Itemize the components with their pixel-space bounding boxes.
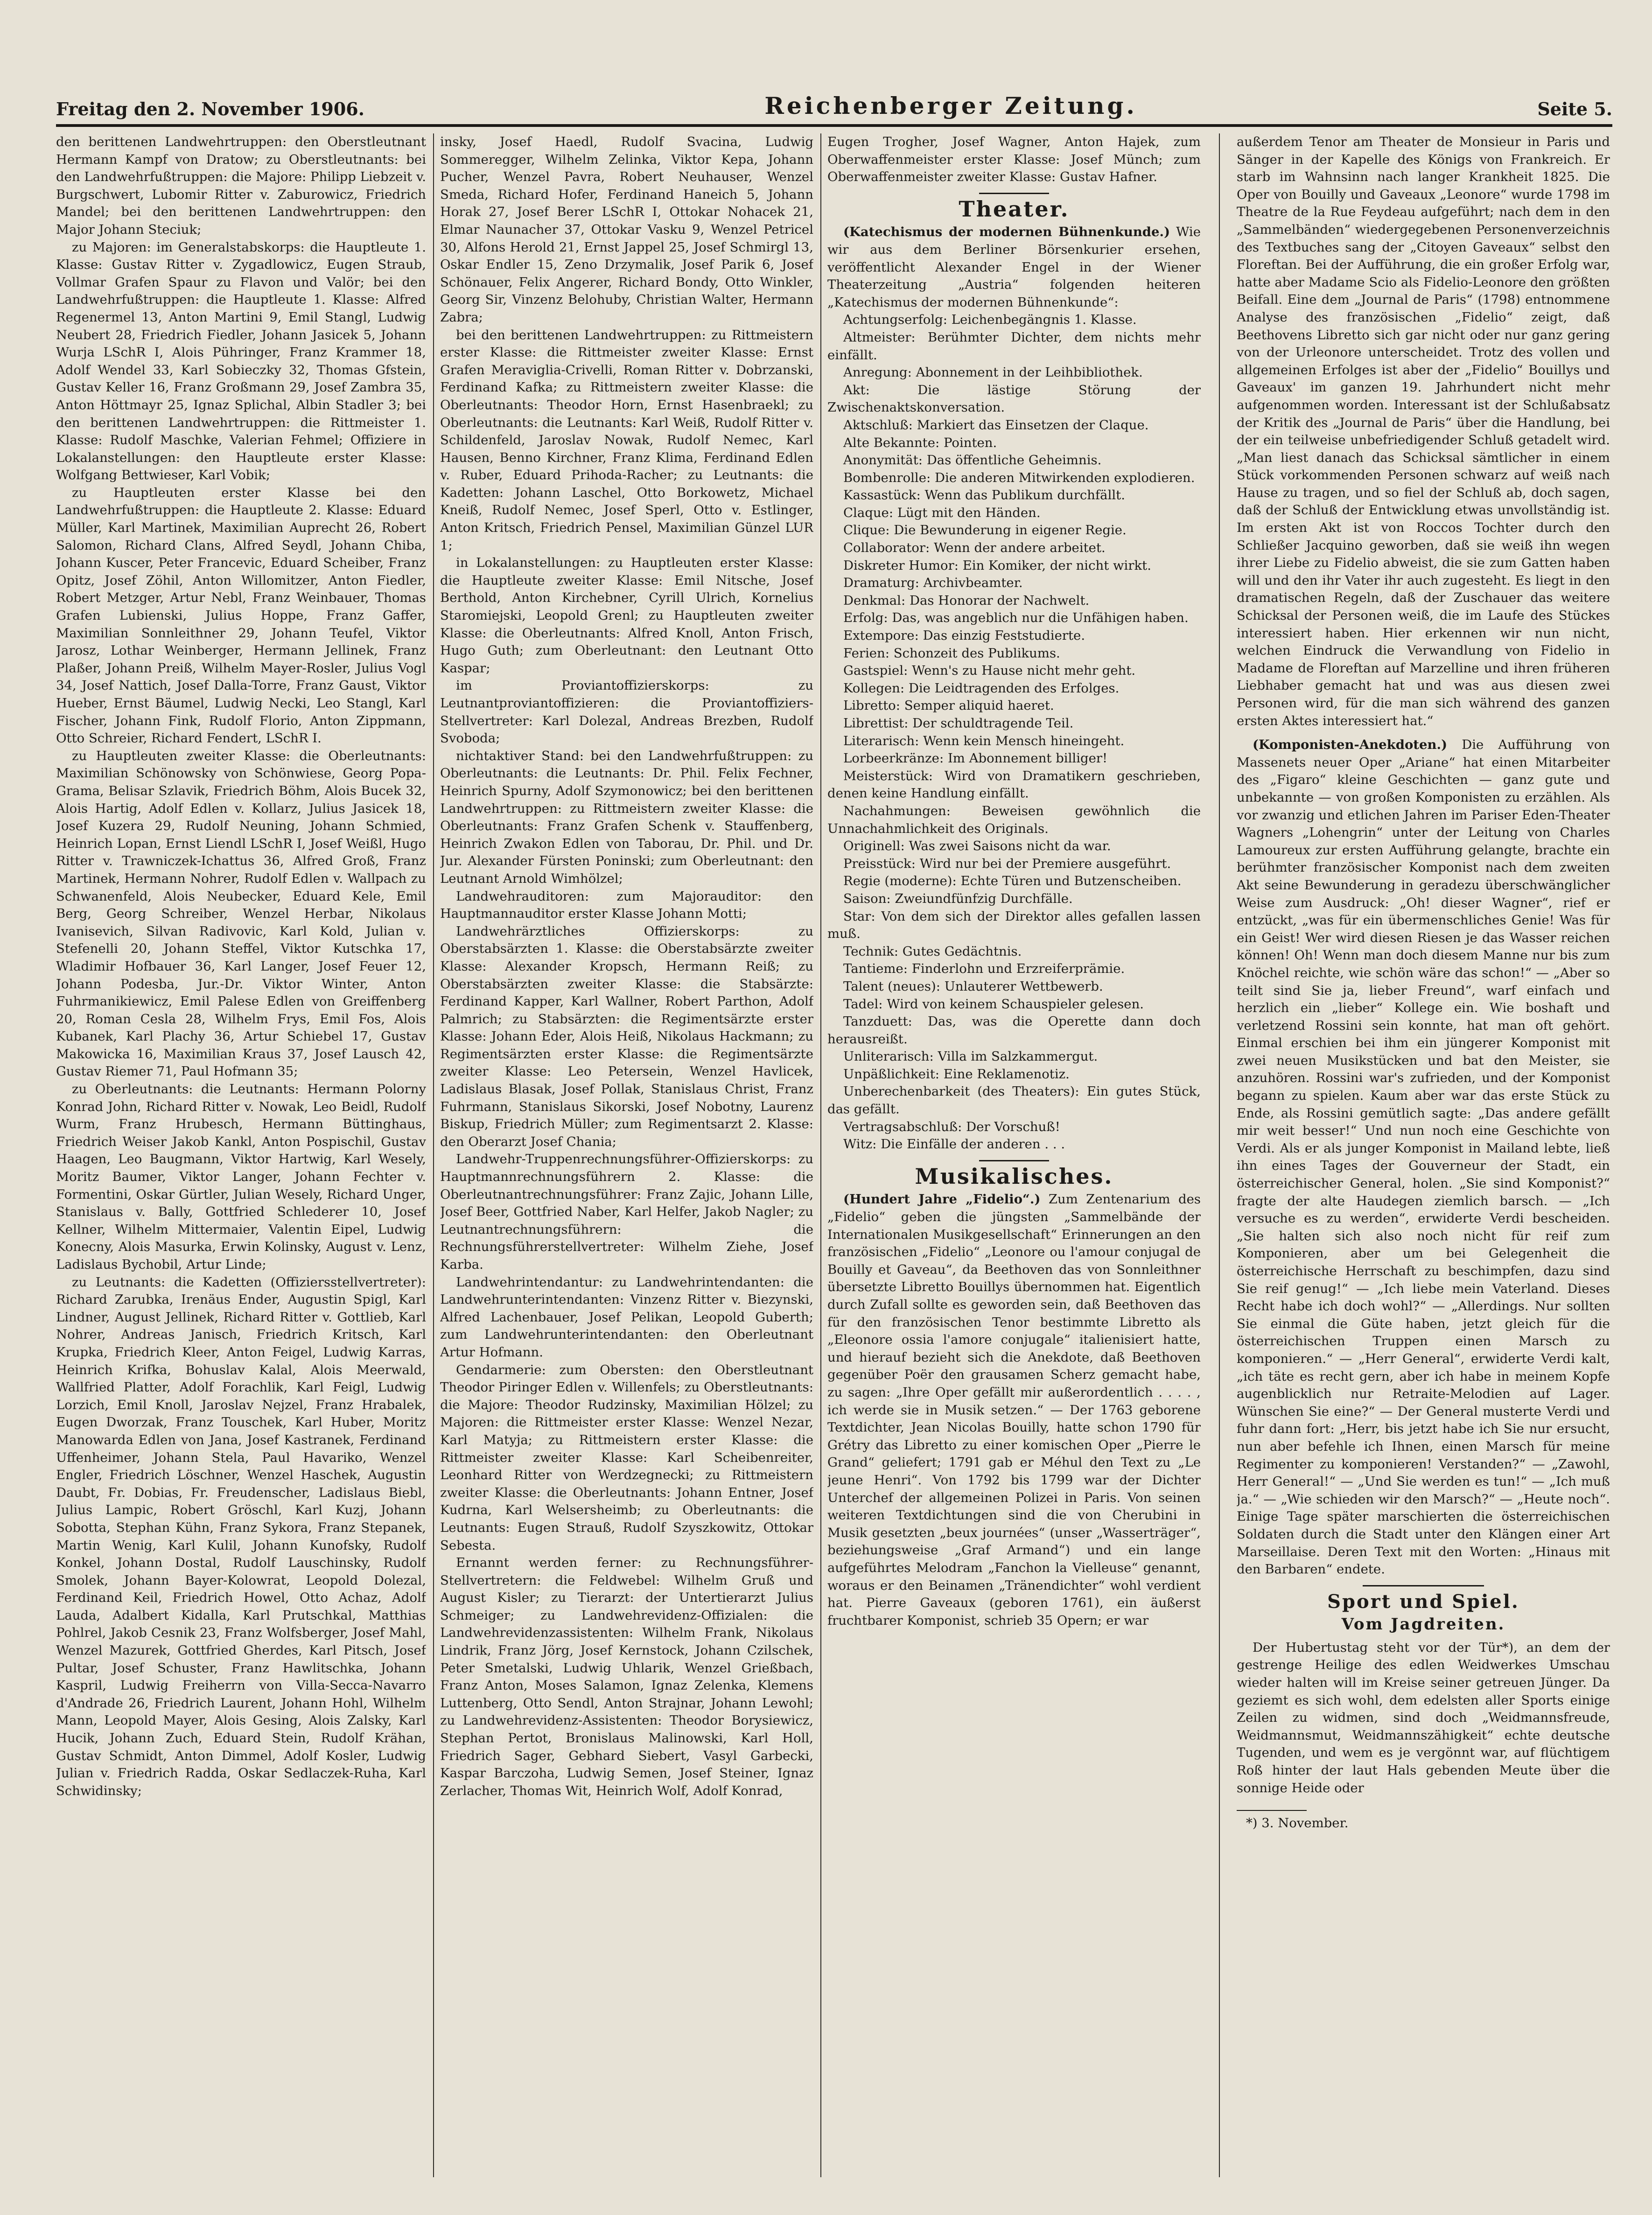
paragraph: bei den berittenen Landwehrtruppen: zu Rittmeistern erster Klasse: die Rittmeister zweiter Klasse: Ernst Grafen Meraviglia-Crivelli, Roman Ritter v. Dobrzanski, Ferdinand Kafka; zu Rittmeistern zweiter Klasse: die Oberleutnants: Theodor Horn, Ernst Hasenbraekl; zu Oberleutnants: die Leutnants: Karl Weiß, Rudolf Ritter v. Schildenfeld, Jaroslav Nowak, Rudolf Nemec, Karl Hausen, Benno Kirchner, Franz Klima, Ferdinand Edlen v. Ruber, Eduard Prihoda-Racher; zu Leutnants: die Kadetten: Johann Laschel, Otto Borkowetz, Michael Kneiß, Rudolf Nemec, Josef Sperl, Otto v. Estlinger, Anton Kritsch, Friedrich Pensel, Maximilian Günzel LUR 1; [440,327,813,553]
paragraph: Eugen Trogher, Josef Wagner, Anton Hajek, zum Oberwaffenmeister erster Klasse: Josef Münch; zum Oberwaffenmeister zweiter Klasse: Gustav Hafner. [827,134,1201,185]
glossary-entry: Achtungserfolg: Leichenbegängnis 1. Klasse. [843,312,1137,328]
header-rule [56,124,1612,127]
paragraph [1237,736,1610,1579]
glossary-entry: Technik: Gutes Gedächtnis. [843,943,1022,959]
paragraph: Der Hubertustag steht vor der Tür*), an dem der gestrenge Heilige des edlen Weidwerkes Umschau wieder halten will im Kreise seiner getreuen Jünger. Da geziemt es sich wohl, dem edelsten aller Sports einige Zeilen zu widmen, sind doch „Weidmannsfreude, Weidmannsmut, Weidmannszähigkeit“ echte deutsche Tugenden, und wem es je vergönnt war, auf flüchtigem Roß hinter der laut Hals gebenden Meute über die sonnige Heide oder [1237,1640,1610,1796]
glossary-entry: Meisterstück: Wird von Dramatikern geschrieben, denen keine Handlung einfällt. [827,768,1201,801]
glossary-entry: Kassastück: Wenn das Publikum durchfällt. [843,488,1125,503]
glossary-entry: Saison: Zweiundfünfzig Durchfälle. [843,891,1073,906]
glossary-entry: Tanzduett: Das, was die Operette dann doch herausreißt. [827,1014,1201,1047]
glossary-entry: Claque: Lügt mit den Händen. [843,505,1041,520]
glossary-entry: Librettist: Der schuldtragende Teil. [843,716,1074,731]
column-divider [1219,133,1220,2177]
glossary-entry: Collaborator: Wenn der andere arbeitet. [843,540,1106,556]
section-heading-sport: Sport und Spiel. [1327,1590,1519,1613]
section-heading-music: Musikalisches. [915,1163,1113,1189]
paragraph: in Lokalanstellungen: zu Hauptleuten erster Klasse: die Hauptleute zweiter Klasse: Emil Nitsche, Josef Berthold, Anton Kirchebner, Cyrill Ulrich, Kornelius Staromiejski, Leopold Grenl; zu Hauptleuten zweiter Klasse: die Oberleutnants: Alfred Knoll, Anton Frisch, Hugo Guth; zum Oberleutnant: den Leutnant Otto Kaspar; [440,555,813,676]
footnote-rule [1237,1810,1307,1811]
glossary-entry: Tantieme: Finderlohn und Erzreiferprämie. [843,961,1125,977]
glossary-entry: Dramaturg: Archivbeamter. [843,575,1023,591]
glossary-entry: Unpäßlichkeit: Eine Reklamenotiz. [843,1066,1070,1082]
footnote: *) 3. November. [1246,1816,1349,1831]
glossary-entry: Alte Bekannte: Pointen. [843,435,997,450]
glossary-list [827,311,1201,1153]
glossary-entry: Akt: Die lästige Störung der Zwischenaktskonversation. [827,382,1201,415]
header-date: Freitag den 2. November 1906. [56,98,364,119]
section-rule [1363,1585,1484,1586]
glossary-entry: Vertragsabschluß: Der Vorschuß! [843,1119,1060,1134]
article-text: Die Aufführung von Massenets neuer Oper „Ariane“ hat einen Mitarbeiter des „Figaro“ kleine Geschichten — ganz gute und unbekannte — von großen Komponisten zu erzählen. Als vor zwanzig und etlichen Jahren im Pariser Eden-Theater Wagners „Lohengrin“ unter der Leitung von Charles Lamoureux zur ersten Aufführung gelangte, brachte ein berühmter französischer Komponist nach dem zweiten Akt seine Bewunderung in geradezu überschwänglicher Weise zum Ausdruck: „Oh! dieser Wagner“, rief er entzückt, „was für ein übermenschliches Genie! Was für ein Geist! Wer wird diesen Riesen je das Wasser reichen können! Oh! Wenn man doch diesem Manne nur bis zum Knöchel reichte, wie schön wäre das schon!“ — „Aber so teilt sind Sie ja, lieber Freund“, warf einfach und herzlich ein „lieber“ Kollege ein. Wie boshaft und verletzend Rossini sein konnte, hat man oft gehört. Einmal erschien bei ihm ein jüngerer Komponist mit zwei neuen Musikstücken und bat den Meister, sie anzuhören. Rossini war's zufrieden, und der Komponist begann zu spielen. Kaum aber war das erste Stück zu Ende, als Rossini gemütlich sagte: „Das andere gefällt mir weit besser!“ Und nun noch eine Geschichte von Verdi. Als er als junger Komponist in Mailand lebte, ließ ihn eines Tages der Gouverneur der Stadt, ein österreichischer General, holen. „Sie sind Komponist?“ fragte der alte Haudegen ziemlich barsch. — „Ich versuche es zu werden“, erwiderte Verdi bescheiden. „Sie halten sich also noch nicht für reif zum Komponieren, aber um bei Gelegenheit die österreichische Herrschaft zu beschimpfen, dazu sind Sie reif genug!“ — „Ich liebe mein Vaterland. Dieses Recht habe ich doch wohl?“ — „Allerdings. Nur sollten Sie einmal die Güte haben, jetzt gleich für die österreichischen Truppen einen Marsch zu komponieren.“ — „Herr General“, erwiderte Verdi kalt, „ich täte es recht gern, aber ich habe in meinem Kopfe augenblicklich nur Retraite-Melodien auf Lager. Wünschen Sie eine?“ — Der General musterte Verdi und fuhr dann fort: „Herr, bis jetzt habe ich Sie nur ersucht, nun aber befehle ich Ihnen, einen Marsch für meine Regimenter zu komponieren! Verstanden?“ — „Zawohl, Herr General!“ — „Und Sie werden es tun!“ — „Ich muß ja.“ — „Wie schieden wir den Marsch?“ — „Heute noch“. Einige Tage später marschierten die österreichischen Soldaten durch die Stadt unter den Klängen einer Art Marseillaise. Deren Text mit den Worten: „Hinaus mit den Barbaren“ endete. [1237,737,1610,1577]
glossary-entry: Diskreter Humor: Ein Komiker, der nicht wirkt. [843,558,1151,573]
page-header [56,89,1612,119]
article-text: Wie wir aus dem Berliner Börsenkurier ersehen, veröffentlicht Alexander Engel in der Wiener Theaterzeitung „Austria“ folgenden heiteren „Katechismus der modernen Bühnenkunde“: [827,224,1201,310]
glossary-entry: Clique: Die Bewunderung in eigener Regie. [843,523,1127,538]
paragraph: zu Hauptleuten zweiter Klasse: die Oberleutnants: Maximilian Schönowsky von Schönwiese, Georg Popa-Grama, Belisar Szlavik, Friedrich Böhm, Alois Bucek 32, Alois Hartig, Adolf Edlen v. Kollarz, Julius Jasicek 18, Josef Kuzera 29, Rudolf Neuning, Johann Schmied, Heinrich Lopan, Ernst Liendl LSchR I, Josef Weißl, Hugo Ritter v. Trawniczek-Ichattus 36, Alfred Groß, Franz Martinek, Hermann Nohrer, Rudolf Edlen v. Wallpach zu Schwanenfeld, Alois Neubecker, Eduard Kele, Emil Berg, Georg Schreiber, Wenzel Herbar, Nikolaus Ivanisevich, Silvan Radivovic, Karl Kold, Julian v. Stefenelli 20, Johann Steffel, Viktor Kutschka 17, Wladimir Hofbauer 36, Karl Langer, Josef Feuer 12, Johann Podesba, Jur.-Dr. Viktor Winter, Anton Fuhrmanikiewicz, Emil Palese Edlen von Greiffenberg 20, Roman Cesla 28, Wilhelm Frys, Emil Fos, Alois Kubanek, Karl Plachy 36, Artur Schiebel 17, Gustav Makowicka 16, Maximilian Kraus 37, Josef Lausch 42, Gustav Riemer 71, Paul Hofmann 35; [56,748,426,1079]
glossary-entry: Aktschluß: Markiert das Einsetzen der Claque. [843,417,1149,433]
paragraph: zu Hauptleuten erster Klasse bei den Landwehrfußtruppen: die Hauptleute 2. Klasse: Eduard Müller, Karl Martinek, Maximilian Auprecht 26, Robert Salomon, Richard Clans, Alfred Seydl, Johann Chiba, Johann Kuscer, Peter Francevic, Eduard Scheiber, Franz Opitz, Josef Zöhil, Anton Willomitzer, Anton Fiedler, Robert Metzger, Artur Nebl, Franz Weinbauer, Thomas Grafen Lubienski, Julius Hoppe, Franz Gaffer, Maximilian Sonnleithner 29, Johann Teufel, Viktor Jarosz, Lothar Weinberger, Hermann Jellinek, Franz Plaßer, Johann Preiß, Wilhelm Mayer-Rosler, Julius Vogl 34, Josef Nattich, Josef Dalla-Torre, Franz Gaust, Viktor Hueber, Ernst Bäumel, Ludwig Necki, Leo Stangl, Karl Fischer, Johann Fink, Rudolf Florio, Anton Zippmann, Otto Schreier, Richard Fendert, LSchR I. [56,485,426,746]
glossary-entry: Tadel: Wird von keinem Schauspieler gelesen. [843,996,1144,1012]
glossary-entry: Preisstück: Wird nur bei der Premiere ausgeführt. [843,856,1171,871]
glossary-entry: Kollegen: Die Leidtragenden des Erfolges. [843,680,1120,696]
glossary-entry: Erfolg: Das, was angeblich nur die Unfähigen haben. [843,610,1189,626]
column-1 [56,133,426,2177]
paragraph: Landwehr-Truppenrechnungsführer-Offizierskorps: zu Hauptmannrechnungsführern 2. Klasse: die Oberleutnantrechnungsführer: Franz Zajic, Johann Lille, Josef Beer, Gottfried Naber, Karl Helfer, Jakob Nagler; zu Leutnantrechnungsführern: die Rechnungsführerstellvertreter: Wilhelm Ziehe, Josef Karba. [440,1152,813,1272]
glossary-entry: Unliterarisch: Villa im Salzkammergut. [843,1049,1098,1064]
glossary-entry: Anregung: Abonnement in der Leihbibliothek. [843,365,1143,380]
column-3 [827,133,1201,2177]
paragraph: den berittenen Landwehrtruppen: den Oberstleutnant Hermann Kampf von Dratow; zu Oberstleutnants: bei den Landwehrfußtruppen: die Majore: Philipp Liebzeit v. Burgschwert, Lubomir Ritter v. Zaburowicz, Friedrich Mandel; bei den berittenen Landwehrtruppen: den Major Johann Steciuk; [56,134,426,237]
glossary-entry: Talent (neues): Unlauterer Wettbewerb. [843,978,1103,994]
glossary-entry: Libretto: Semper aliquid haeret. [843,698,1054,713]
glossary-entry: Denkmal: Das Honorar der Nachwelt. [843,593,1090,608]
paragraph: zu Majoren: im Generalstabskorps: die Hauptleute 1. Klasse: Gustav Ritter v. Zygadlowicz, Eugen Straub, Vollmar Grafen Spaur zu Flavon und Valör; bei den Landwehrfußtruppen: die Hauptleute 1. Klasse: Alfred Regenermel 13, Anton Martini 9, Emil Stangl, Ludwig Neubert 28, Friedrich Fiedler, Johann Jasicek 5, Johann Wurja LSchR I, Alois Pühringer, Franz Krammer 18, Adolf Wendel 33, Karl Sobieczky 32, Thomas Gfstein, Gustav Keller 16, Franz Großmann 29, Josef Zambra 35, Anton Höttmayr 25, Ignaz Splichal, Albin Stadler 3; bei den berittenen Landwehrtruppen: die Rittmeister 1. Klasse: Rudolf Maschke, Valerian Fehmel; Offiziere in Lokalanstellungen: den Hauptleute erster Klasse: Wolfgang Bettwieser, Karl Vobik; [56,239,426,483]
article-lead: (Katechismus der modernen Bühnenkunde.) [843,224,1170,240]
newspaper-title: Reichenberger Zeitung. [764,92,1137,119]
paragraph [827,224,1201,311]
paragraph: Ernannt werden ferner: zu Rechnungsführer-Stellvertretern: die Feldwebel: Wilhelm Gruß und August Kisler; zu Tierarzt: der Untertierarzt Julius Schmeiger; zu Landwehrevidenz-Offizialen: die Landwehrevidenzassistenten: Wilhelm Frank, Nikolaus Lindrik, Franz Jörg, Josef Kernstock, Johann Czilschek, Peter Smetalski, Ludwig Uhlarik, Wenzel Grießbach, Franz Anton, Moses Salamon, Ignaz Zelenka, Klemens Luttenberg, Otto Sendl, Anton Strajnar, Johann Lewohl; zu Landwehrevidenz-Assistenten: Theodor Borysiewicz, Stephan Pertot, Bronislaus Malinowski, Karl Holl, Friedrich Sager, Gebhard Siebert, Vasyl Garbecki, Kaspar Barczoha, Ludwig Semen, Josef Steiner, Ignaz Zerlacher, Thomas Wit, Heinrich Wolf, Adolf Konrad, [440,1555,813,1798]
paragraph: Landwehrauditoren: zum Majorauditor: den Hauptmannauditor erster Klasse Johann Motti; [440,888,813,922]
paragraph: insky, Josef Haedl, Rudolf Svacina, Ludwig Sommeregger, Wilhelm Zelinka, Viktor Kepa, Johann Pucher, Wenzel Pavra, Robert Neuhauser, Wenzel Smeda, Richard Hofer, Ferdinand Haneich 5, Johann Horak 27, Josef Berer LSchR I, Ottokar Nohacek 21, Elmar Naunacher 37, Ottokar Vasku 9, Wenzel Petricel 30, Alfons Herold 21, Ernst Jappel 25, Josef Schmirgl 13, Oskar Endler 15, Zeno Drzymalik, Josef Parik 6, Josef Schönauer, Felix Angerer, Richard Bondy, Otto Winkler, Georg Sir, Vinzenz Belohuby, Christian Walter, Hermann Zabra; [440,134,813,325]
page-number: Seite 5. [1537,98,1612,119]
column-divider [433,133,434,2177]
article-lead: (Hundert Jahre „Fidelio“.) [843,1192,1041,1207]
column-2 [440,133,813,2177]
paragraph: Landwehrintendantur: zu Landwehrintendanten: die Landwehrunterintendanten: Vinzenz Ritter v. Biezynski, Alfred Lachenbauer, Josef Pelikan, Leopold Guberth; zum Landwehrunterintendanten: den Oberleutnant Artur Hofmann. [440,1274,813,1360]
paragraph: im Proviantoffizierskorps: zu Leutnantproviantoffizieren: die Proviantoffiziers-Stellvertreter: Karl Dolezal, Andreas Brezben, Rudolf Svoboda; [440,678,813,746]
glossary-entry: Bombenrolle: Die anderen Mitwirkenden explodieren. [843,470,1195,485]
paragraph: nichtaktiver Stand: bei den Landwehrfußtruppen: zu Oberleutnants: die Leutnants: Dr. Phil. Felix Fechner, Heinrich Spurny, Adolf Szymonowicz; bei den berittenen Landwehrtruppen: zu Rittmeistern zweiter Klasse: die Oberleutnants: Franz Grafen Schenk v. Stauffenberg, Heinrich Zwakon Edlen von Taborau, Dr. Phil. und Dr. Jur. Alexander Fürsten Poninski; zum Oberleutnant: den Leutnant Arnold Wimhölzel; [440,748,813,886]
paragraph: Landwehrärztliches Offizierskorps: zu Oberstabsärzten 1. Klasse: die Oberstabsärzte zweiter Klasse: Alexander Kropsch, Hermann Reiß; zu Oberstabsärzten zweiter Klasse: die Stabsärzte: Ferdinand Kapper, Karl Wallner, Robert Parthon, Adolf Palmrich; zu Stabsärzten: die Regimentsärzte erster Klasse: Johann Eder, Alois Heiß, Nikolaus Hackmann; zu Regimentsärzten erster Klasse: die Regimentsärzte zweiter Klasse: Leo Petersein, Wenzel Havlicek, Ladislaus Blasak, Josef Pollak, Stanislaus Christ, Franz Fuhrmann, Stanislaus Sikorski, Josef Nobotny, Laurenz Biskup, Friedrich Müller; zum Regimentsarzt 2. Klasse: den Oberarzt Josef Chania; [440,923,813,1149]
glossary-entry: Witz: Die Einfälle der anderen . . . [843,1137,1065,1152]
glossary-entry: Gastspiel: Wenn's zu Hause nicht mehr geht. [843,663,1136,678]
section-heading-theater: Theater. [959,196,1070,222]
paragraph [827,1191,1201,1629]
section-rule [979,1160,1049,1161]
column-4 [1237,133,1610,2177]
section-rule [979,193,1049,194]
glossary-entry: Star: Von dem sich der Direktor alles gefallen lassen muß. [827,908,1201,942]
paragraph: Gendarmerie: zum Obersten: den Oberstleutnant Theodor Piringer Edlen v. Willenfels; zu Oberstleutnants: die Majore: Theodor Rudzinsky, Maximilian Hölzel; zu Majoren: die Rittmeister erster Klasse: Wenzel Nezar, Karl Matyja; zu Rittmeistern erster Klasse: die Rittmeister zweiter Klasse: Karl Scheibenreiter, Leonhard Ritter von Werdzegnecki; zu Rittmeistern zweiter Klasse: die Oberleutnants: Johann Entner, Josef Kudrna, Karl Welsersheimb; zu Oberleutnants: die Leutnants: Eugen Strauß, Rudolf Szyszkowitz, Ottokar Sebesta. [440,1362,813,1553]
glossary-entry: Ferien: Schonzeit des Publikums. [843,645,1060,661]
article-text: Zum Zentenarium des „Fidelio“ geben die jüngsten „Sammelbände der Internationalen Musikgesellschaft“ Erinnerungen an den französischen „Fidelio“ „Leonore ou l'amour conjugal de Bouilly et Gaveau“, da Beethoven das von Sonnleithner übersetzte Libretto Bouillys übernommen hat. Eigentlich durch Zufall sollte es geworden sein, daß Beethoven das für den französischen Tenor bestimmte Libretto als „Eleonore ossia l'amore conjugale“ italienisiert hatte, und hierauf bezieht sich die Anekdote, daß Beethoven gegenüber Poër den grausamen Scherz gemacht habe, zu sagen: „Ihre Oper gefällt mir außerordentlich . . . . , ich werde sie in Musik setzen.“ — Der 1763 geborene Textdichter, Jean Nicolas Bouilly, hatte schon 1790 für Grétry das Libretto zu einer komischen Oper „Pierre le Grand“ geliefert; 1791 gab er Méhul den Text zu „Le jeune Henri“. Von 1792 bis 1799 war der Dichter Unterchef der allgemeinen Polizei in Paris. Von seinen weiteren Textdichtungen sind die von Cherubini in Musik gesetzten „beux journées“ (unser „Wasserträger“, beziehungsweise „Graf Armand“) und ein lange aufgeführtes Melodram „Fanchon la Vielleuse“ genannt, woraus er den Beinamen „Tränendichter“ wohl verdient hat. Pierre Gaveaux (geboren 1761), ein äußerst fruchtbarer Komponist, schrieb 35 Opern; er war [827,1192,1201,1628]
article-heading: Vom Jagdreiten. [1341,1615,1505,1634]
glossary-entry: Lorbeerkränze: Im Abonnement billiger! [843,751,1108,766]
paragraph: zu Oberleutnants: die Leutnants: Hermann Polorny Konrad John, Richard Ritter v. Nowak, Leo Beidl, Rudolf Wurm, Franz Hrubesch, Hermann Büttinghaus, Friedrich Weiser Jakob Kankl, Anton Pospischil, Gustav Haagen, Leo Baugmann, Viktor Hartwig, Karl Wesely, Moritz Baumer, Viktor Langer, Johann Fechter v. Formentini, Oskar Gürtler, Julian Wesely, Richard Unger, Stanislaus v. Bally, Gottfried Schlederer 10, Josef Kellner, Wilhelm Mittermaier, Valentin Eipel, Ludwig Konecny, Alois Masurka, Erwin Kolinsky, August v. Lenz, Ladislaus Bychobil, Artur Linde; [56,1082,426,1272]
glossary-entry: Unberechenbarkeit (des Theaters): Ein gutes Stück, das gefällt. [827,1084,1201,1117]
column-divider [820,133,821,2177]
glossary-entry: Nachahmungen: Beweisen gewöhnlich die Unnachahmlichkeit des Originals. [827,803,1201,836]
glossary-entry: Originell: Was zwei Saisons nicht da war. [843,838,1111,854]
glossary-entry: Anonymität: Das öffentliche Geheimnis. [843,453,1102,468]
paragraph: außerdem Tenor am Theater de Monsieur in Paris und Sänger in der Kapelle des Königs von Frankreich. Er starb im Wahnsinn nach langer Krankheit 1825. Die Oper von Bouilly und Gaveaux „Leonore“ wurde 1798 im Theatre de la Rue Feydeau aufgeführt; nach dem in den „Sammelbänden“ wiedergegebenen Personenverzeichnis des Textbuches sang der „Citoyen Gaveaux“ selbst den Floreftan. Bei der Aufführung, die ein großer Erfolg war, hatte aber Madame Scio als Fidelio-Leonore den größten Beifall. Eine dem „Journal de Paris“ (1798) entnommene Analyse des französischen „Fidelio“ zeigt, daß Beethovens Libretto sich gar nicht oder nur ganz gering von der Urleonore unterscheidet. Trotz des vollen und allgemeinen Erfolges ist aber der „Fidelio“ Bouillys und Gaveaux' im ganzen 19. Jahrhundert nicht mehr aufgenommen worden. Interessant ist der Schlußabsatz der Kritik des „Journal de Paris“ über die Handlung, bei der ein teilweise unbefriedigender Schluß getadelt wird. „Man liest danach das Schicksal sämtlicher in einem Stück vorkommenden Personen schwarz auf weiß nach Hause zu tragen, und so fiel der Schluß ab, doch sagen, daß der Schluß der Entwicklung etwas unvollständig ist. Im ersten Akt ist von Roccos Tochter durch den Schließer Jacquino geworben, daß sie weiß ihn wegen ihrer Liebe zu Fidelio abweist, die sie zum Gatten haben will und den ihr Vater ihr auch zugesteht. Es liegt in den dramatischen Regeln, daß der Zuschauer das weitere Schicksal der Personen weiß, die im Laufe des Stückes interessiert haben. Hier erkennen wir nun nicht, welchen Eindruck die Verwandlung von Fidelio in Madame de Floreftan auf Marzelline und ihren früheren Liebhaber gemacht hat und was aus diesen zwei Personen wird, für die man sich während des ganzen ersten Aktes interessiert hat.“ [1237,134,1610,728]
glossary-entry: Extempore: Das einzig Feststudierte. [843,628,1085,643]
glossary-entry: Literarisch: Wenn kein Mensch hineingeht. [843,733,1125,748]
glossary-entry: Regie (moderne): Echte Türen und Butzenscheiben. [843,873,1182,889]
glossary-entry: Altmeister: Berühmter Dichter, dem nichts mehr einfällt. [827,329,1201,363]
article-lead: (Komponisten-Anekdoten.) [1253,737,1448,753]
paragraph: zu Leutnants: die Kadetten (Offiziersstellvertreter): Richard Zarubka, Irenäus Ender, Augustin Spigl, Karl Lindner, August Jellinek, Richard Ritter v. Gottlieb, Karl Nohrer, Andreas Janisch, Friedrich Kritsch, Karl Krupka, Friedrich Kleer, Anton Feigel, Ludwig Karras, Heinrich Krifka, Bohuslav Kalal, Alois Meerwald, Wallfried Platter, Adolf Forachlik, Karl Feigl, Ludwig Lorzich, Emil Knoll, Jaroslav Nejzel, Franz Hrabalek, Eugen Dworzak, Franz Touschek, Karl Huber, Moritz Manowarda Edlen von Jana, Josef Kastranek, Ferdinand Uffenheimer, Johann Stela, Paul Havariko, Wenzel Engler, Friedrich Löschner, Wenzel Haschek, Augustin Daubt, Fr. Dobias, Fr. Freudenscher, Ladislaus Biebl, Julius Lampic, Robert Gröschl, Karl Kuzj, Johann Sobotta, Stephan Kühn, Franz Sykora, Franz Stepanek, Martin Wenig, Karl Kulil, Johann Kunofsky, Rudolf Konkel, Johann Dostal, Rudolf Lauschinsky, Rudolf Smolek, Johann Bayer-Kolowrat, Leopold Dolezal, Ferdinand Keil, Friedrich Howel, Otto Achaz, Adolf Lauda, Adalbert Kidalla, Karl Prutschkal, Matthias Pohlrel, Jakob Cesnik 23, Franz Wolfsberger, Josef Mahl, Wenzel Mazurek, Gottfried Gherdes, Karl Pitsch, Josef Pultar, Josef Schuster, Franz Hawlitschka, Johann Kaspril, Ludwig Freiherrn von Villa-Secca-Navarro d'Andrade 26, Friedrich Laurent, Johann Hohl, Wilhelm Mann, Leopold Mayer, Alois Gesing, Alois Zalsky, Karl Hucik, Johann Zuch, Eduard Stein, Rudolf Krähan, Gustav Schmidt, Anton Dimmel, Adolf Kosler, Ludwig Julian v. Friedrich Radda, Oskar Sedlaczek-Ruha, Karl Schwidinsky; [56,1274,426,1798]
